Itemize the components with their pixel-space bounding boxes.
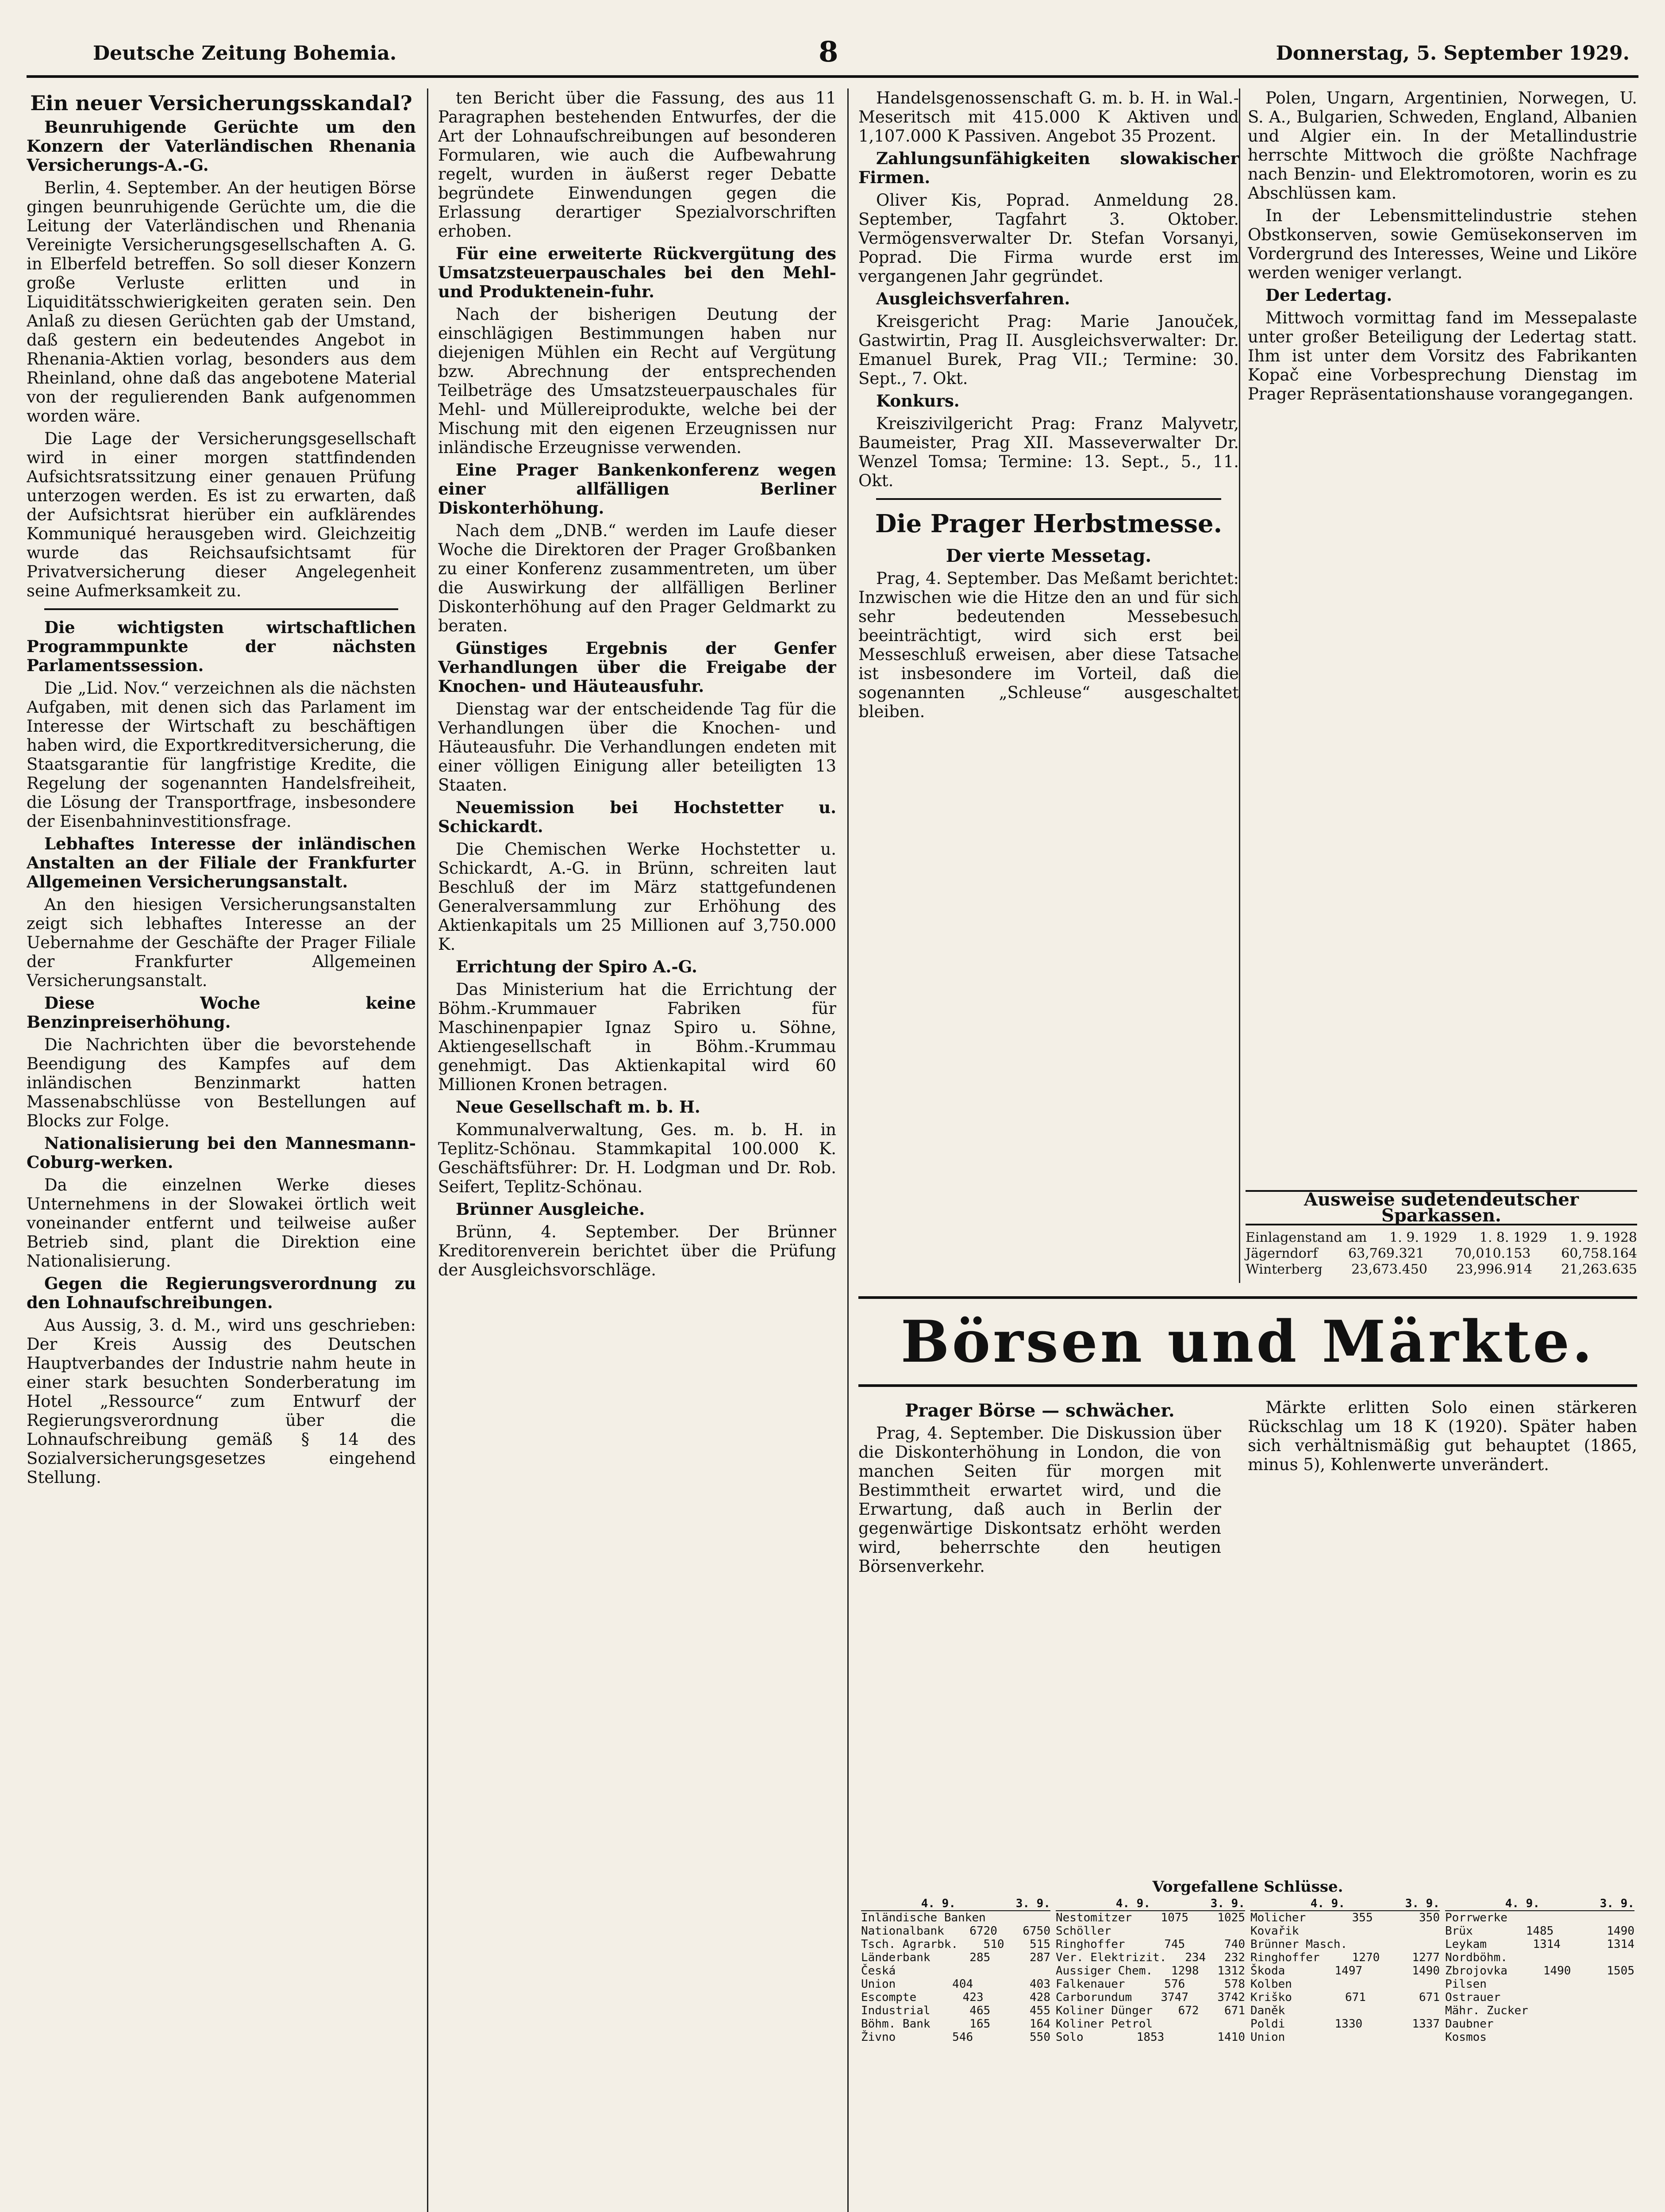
table-cell: 740	[1224, 1938, 1245, 1951]
table-cell: 576	[1164, 1978, 1185, 1991]
table-row	[1250, 2031, 1440, 2044]
table-row	[1246, 1246, 1637, 1262]
table-cell: Nationalbank	[861, 1924, 944, 1938]
cell: 21,263.635	[1561, 1262, 1637, 1277]
table-cell: 350	[1419, 1911, 1440, 1924]
boersen-column-b	[1248, 1398, 1637, 1867]
table-row	[1056, 1951, 1245, 1964]
table-row	[861, 2031, 1050, 2044]
column-4	[1248, 88, 1637, 1186]
table-cell: 1075	[1161, 1911, 1189, 1924]
section-heading: Ausgleichsverfahren.	[876, 289, 1070, 308]
table-column	[1442, 1897, 1637, 2044]
table-cell: Union	[861, 1978, 896, 1991]
section-heading: Diese Woche keine Benzinpreiserhöhung.	[27, 993, 416, 1032]
table-cell: 404	[952, 1978, 973, 1991]
table-cell: Kosmos	[1445, 2031, 1487, 2044]
table-cell: 672	[1178, 2004, 1199, 2017]
table-row	[1250, 2004, 1440, 2017]
article-paragraph: Aus Aussig, 3. d. M., wird uns geschrieben: Der Kreis Aussig des Deutschen Hauptverbandes der Industrie nahm heute in einer stark besuchten Sonderberatung im Hotel „Ressource“ zum Entwurf der Regierungsverordnung über die Lohnaufschreibung gemäß § 14 des Sozialversicherungsgesetzes eingehend Stellung.	[27, 1316, 416, 1487]
table-cell: 1853	[1136, 2031, 1165, 2044]
table-cell: Nordböhm.	[1445, 1951, 1507, 1964]
table-row	[1250, 1938, 1440, 1951]
page-number: 8	[819, 35, 838, 69]
table-row	[1445, 1964, 1634, 1978]
table-row	[861, 2004, 1050, 2017]
article-paragraph: Die Nachrichten über die bevorstehende Beendigung des Kampfes auf dem inländischen Benzinmarkt hatten Massenabschlüsse von Bestellungen auf Blocks zur Folge.	[27, 1035, 416, 1130]
table-row	[1250, 1924, 1440, 1938]
table-row	[1445, 2004, 1634, 2017]
article-paragraph: Das Ministerium hat die Errichtung der Böhm.-Krummauer Fabriken für Maschinenpapier Ignaz Spiro u. Söhne, Aktiengesellschaft in Böhm.-Krummau genehmigt. Das Aktienkapital wird 60 Millionen Kronen betragen.	[438, 980, 836, 1094]
boersen-subtitle: Prager Börse — schwächer.	[905, 1400, 1175, 1421]
table-cell: 287	[1030, 1951, 1050, 1964]
table-row	[861, 1938, 1050, 1951]
table-cell: Schöller	[1056, 1924, 1111, 1938]
cell: Jägerndorf	[1246, 1246, 1318, 1261]
table-cell: 745	[1164, 1938, 1185, 1951]
table-row	[1250, 1978, 1440, 1991]
table-row	[1056, 1924, 1245, 1938]
section-heading: Neue Gesellschaft m. b. H.	[456, 1097, 700, 1117]
table-cell: 465	[969, 2004, 991, 2017]
table-cell: 285	[969, 1951, 991, 1964]
table-cell: Solo	[1056, 2031, 1084, 2044]
table-cell: Koliner Dünger	[1056, 2004, 1153, 2017]
article-paragraph: In der Lebensmittelindustrie stehen Obstkonserven, sowie Gemüsekonserven im Vordergrund des Interesses, Weine und Liköre werden weniger verlangt.	[1248, 206, 1637, 282]
article-title-versicherung: Ein neuer Versicherungsskandal?	[30, 91, 412, 115]
table-cell: 1497	[1334, 1964, 1363, 1978]
column-1	[27, 88, 416, 2212]
table-cell: 515	[1030, 1938, 1050, 1951]
cell: Winterberg	[1246, 1262, 1323, 1277]
header-cell: 4. 9.	[1310, 1897, 1345, 1910]
cell: 63,769.321	[1348, 1246, 1424, 1261]
column-2	[438, 88, 836, 2212]
section-heading: Gegen die Regierungsverordnung zu den Lohnaufschreibungen.	[27, 1274, 416, 1312]
header-cell: 1. 9. 1929	[1389, 1230, 1457, 1245]
table-cell: 1505	[1607, 1964, 1634, 1978]
table-row	[1056, 1911, 1245, 1924]
table-cell: Kriško	[1250, 1991, 1292, 2004]
table-row	[1445, 1911, 1634, 1924]
cell: 70,010.153	[1454, 1246, 1531, 1261]
divider	[44, 608, 398, 610]
table-cell: Porrwerke	[1445, 1911, 1507, 1924]
table-cell: 3742	[1217, 1991, 1245, 2004]
table-row	[1056, 1991, 1245, 2004]
section-heading: Zahlungsunfähigkeiten slowakischer Firmen.	[858, 149, 1239, 187]
table-cell: 165	[969, 2017, 991, 2031]
table-row	[1056, 2017, 1245, 2031]
table-cell: Brünner Masch.	[1250, 1938, 1348, 1951]
table-column	[858, 1897, 1053, 2044]
table-cell: Carborundum	[1056, 1991, 1132, 2004]
header-cell: 4. 9.	[1505, 1897, 1540, 1910]
header-cell: 1. 8. 1929	[1479, 1230, 1547, 1245]
table-cell: 423	[962, 1991, 984, 2004]
table-cell: 1330	[1334, 2017, 1363, 2031]
table-row	[1250, 2017, 1440, 2031]
table-cell: Koliner Petrol	[1056, 2017, 1153, 2031]
table-cell: 1410	[1217, 2031, 1245, 2044]
table-cell: Escompte	[861, 1991, 917, 2004]
header-cell: 3. 9.	[1210, 1897, 1245, 1910]
table-cell: 1270	[1352, 1951, 1380, 1964]
article-paragraph: Kreisgericht Prag: Marie Janouček, Gastwirtin, Prag II. Ausgleichsverwalter: Dr. Emanuel Burek, Prag VII.; Termine: 30. Sept., 7. Okt.	[858, 312, 1239, 388]
column-3	[858, 88, 1239, 1283]
column-divider	[847, 88, 849, 2212]
section-heading: Neuemission bei Hochstetter u. Schickardt.	[438, 798, 836, 836]
issue-date: Donnerstag, 5. September 1929.	[1276, 42, 1630, 65]
column-divider	[427, 88, 428, 2212]
table-cell: 1490	[1543, 1964, 1571, 1978]
table-cell: Kovařik	[1250, 1924, 1299, 1938]
table-cell: Daubner	[1445, 2017, 1494, 2031]
header-cell: 1. 9. 1928	[1569, 1230, 1637, 1245]
article-paragraph: Märkte erlitten Solo einen stärkeren Rückschlag um 18 K (1920). Später haben sich verhältnismäßig gut behauptet (1865, minus 5), Kohlenwerte unverändert.	[1248, 1398, 1637, 1474]
section-heading: Brünner Ausgleiche.	[456, 1199, 645, 1219]
table-cell: 3747	[1161, 1991, 1189, 2004]
masthead: Deutsche Zeitung Bohemia.	[93, 42, 397, 65]
article-subtitle: Beunruhigende Gerüchte um den Konzern der Vaterländischen Rhenania Versicherungs-A.-G.	[27, 117, 416, 175]
section-heading: Konkurs.	[876, 391, 960, 411]
header-cell: 3. 9.	[1405, 1897, 1440, 1910]
table-cell: Industrial	[861, 2004, 931, 2017]
header-cell: 4. 9.	[1115, 1897, 1150, 1910]
table-cell: 1337	[1412, 2017, 1440, 2031]
table-row	[1056, 2031, 1245, 2044]
article-paragraph: Oliver Kis, Poprad. Anmeldung 28. September, Tagfahrt 3. Oktober. Vermögensverwalter Dr. Stefan Vorsanyi, Poprad. Die Firma wurde erst im vergangenen Jahr gegründet.	[858, 191, 1239, 286]
table-cell: 671	[1345, 1991, 1366, 2004]
table-column	[1053, 1897, 1248, 2044]
table-row	[1445, 1991, 1634, 2004]
article-paragraph: Da die einzelnen Werke dieses Unternehmens in der Slowakei örtlich weit voneinander entfernt und teilweise außer Betrieb sind, plant die Direktion eine Nationalisierung.	[27, 1175, 416, 1271]
section-heading: Lebhaftes Interesse der inländischen Anstalten an der Filiale der Frankfurter Allgemeinen Versicherungsanstalt.	[27, 834, 416, 891]
table-cell: 1490	[1607, 1924, 1634, 1938]
table-cell: 546	[952, 2031, 973, 2044]
table-cell: Mähr. Zucker	[1445, 2004, 1528, 2017]
messe-subtitle: Der vierte Messetag.	[946, 545, 1152, 566]
table-cell: Tsch. Agrarbk.	[861, 1938, 958, 1951]
messe-title: Die Prager Herbstmesse.	[875, 509, 1223, 538]
table-cell: Poldi	[1250, 2017, 1285, 2031]
cell: 23,996.914	[1456, 1262, 1532, 1277]
header-cell: Einlagenstand am	[1246, 1230, 1367, 1245]
page-header	[27, 18, 1638, 78]
header-cell: 3. 9.	[1015, 1897, 1050, 1910]
table-cell: 671	[1419, 1991, 1440, 2004]
table-cell: 550	[1030, 2031, 1050, 2044]
header-cell: 3. 9.	[1600, 1897, 1634, 1910]
table-header-row	[1250, 1897, 1440, 1911]
table-row	[1445, 2017, 1634, 2031]
table-cell: Pilsen	[1445, 1978, 1487, 1991]
table-header-row	[861, 1897, 1050, 1911]
table-cell: 1314	[1533, 1938, 1561, 1951]
article-paragraph: Die „Lid. Nov.“ verzeichnen als die nächsten Aufgaben, mit denen sich das Parlament im Interesse der Wirtschaft zu beschäftigen haben wird, die Exportkreditversicherung, die Staatsgarantie für langfristige Kredite, die Regelung der sogenannten Handelsfreiheit, die Lösung der Transportfrage, insbesondere der Eisenbahninvestitionsfrage.	[27, 679, 416, 831]
table-row	[1056, 1978, 1245, 1991]
section-heading: Günstiges Ergebnis der Genfer Verhandlungen über die Freigabe der Knochen- und Häuteausfuhr.	[438, 638, 836, 696]
table-cell: Länderbank	[861, 1951, 931, 1964]
table-row	[1250, 1951, 1440, 1964]
section-heading: Die wichtigsten wirtschaftlichen Programmpunkte der nächsten Parlamentssession.	[27, 618, 416, 675]
table-row	[861, 1964, 1050, 1978]
column-divider	[1239, 88, 1240, 1283]
table-cell: Ringhoffer	[1056, 1938, 1125, 1951]
table-cell: 578	[1224, 1978, 1245, 1991]
article-paragraph: Kreiszivilgericht Prag: Franz Malyvetr, Baumeister, Prag XII. Masseverwalter Dr. Wenzel Tomsa; Termine: 13. Sept., 5., 11. Okt.	[858, 414, 1239, 490]
table-cell: 1314	[1607, 1938, 1634, 1951]
table-cell: Falkenauer	[1056, 1978, 1125, 1991]
table-cell: 1490	[1412, 1964, 1440, 1978]
table-row	[1250, 1964, 1440, 1978]
table-cell: Zbrojovka	[1445, 1964, 1507, 1978]
article-paragraph: Die Chemischen Werke Hochstetter u. Schickardt, A.-G. in Brünn, schreiten laut Beschluß der im März stattgefundenen Generalversammlung zur Erhöhung des Aktienkapitals um 25 Millionen auf 3,750.000 K.	[438, 840, 836, 954]
table-cell: 232	[1224, 1951, 1245, 1964]
boersen-title: Börsen und Märkte.	[858, 1296, 1637, 1387]
table-cell: Inländische Banken	[861, 1911, 986, 1924]
section-heading: Der Ledertag.	[1265, 285, 1392, 305]
article-paragraph: Kommunalverwaltung, Ges. m. b. H. in Teplitz-Schönau. Stammkapital 100.000 K. Geschäftsführer: Dr. H. Lodgman und Dr. Rob. Seifert, Teplitz-Schönau.	[438, 1120, 836, 1196]
article-paragraph: Berlin, 4. September. An der heutigen Börse gingen beunruhigende Gerüchte um, die die Leitung der Vaterländischen und Rhenania Vereinigte Versicherungsgesellschaften A. G. in Elberfeld betreffen. So soll dieser Konzern große Verluste erlitten und in Liquiditätsschwierigkeiten geraten sein. Den Anlaß zu diesen Gerüchten gab der Umstand, daß gestern ein bedeutendes Angebot in Rhenania-Aktien vorlag, besonders aus dem Rheinland, ohne daß das angebotene Material von der regulierenden Bank aufgenommen worden wäre.	[27, 178, 416, 426]
table-cell: Škoda	[1250, 1964, 1285, 1978]
table-cell: Kolben	[1250, 1978, 1292, 1991]
table-row	[861, 2017, 1050, 2031]
article-paragraph: Prag, 4. September. Das Meßamt berichtet: Inzwischen wie die Hitze den an und für sich sehr bedeutenden Messebesuch beeinträchtigt, wird sich erst bei Messeschluß erweisen, aber diese Tatsache ist insbesondere im Vorteil, daß die sogenannten „Schleuse“ ausgeschaltet bleiben.	[858, 569, 1239, 721]
article-paragraph: Dienstag war der entscheidende Tag für die Verhandlungen über die Knochen- und Häuteausfuhr. Die Verhandlungen endeten mit einer völligen Einigung aller beteiligten 13 Staaten.	[438, 699, 836, 795]
section-heading: Eine Prager Bankenkonferenz wegen einer allfälligen Berliner Diskonterhöhung.	[438, 460, 836, 518]
table-cell: Ringhoffer	[1250, 1951, 1320, 1964]
table-row	[1445, 1938, 1634, 1951]
table-cell: 1485	[1526, 1924, 1554, 1938]
table-cell: 510	[983, 1938, 1004, 1951]
table-cell: Daněk	[1250, 2004, 1285, 2017]
cell: 23,673.450	[1351, 1262, 1427, 1277]
table-cell: Union	[1250, 2031, 1285, 2044]
table-row	[1445, 1924, 1634, 1938]
table-cell: Nestomitzer	[1056, 1911, 1132, 1924]
table-cell: Ver. Elektrizit.	[1056, 1951, 1167, 1964]
table-cell: Živno	[861, 2031, 896, 2044]
table-cell: 355	[1352, 1911, 1373, 1924]
table-cell: 455	[1030, 2004, 1050, 2017]
schluesse-table	[858, 1880, 1637, 2044]
table-column	[1248, 1897, 1442, 2044]
article-paragraph: Die Lage der Versicherungsgesellschaft wird in einer morgen stattfindenden Aufsichtsratssitzung einer genauen Prüfung unterzogen werden. Es ist zu erwarten, daß der Aufsichtsrat hierüber ein aufklärendes Kommuniqué herausgeben wird. Gleichzeitig wurde das Reichsaufsichtsamt für Privatversicherung dieser Angelegenheit seine Aufmerksamkeit zu.	[27, 429, 416, 600]
table-cell: 164	[1030, 2017, 1050, 2031]
table-row	[1056, 1938, 1245, 1951]
section-heading: Nationalisierung bei den Mannesmann-Coburg-werken.	[27, 1133, 416, 1172]
header-cell: 4. 9.	[921, 1897, 956, 1910]
table-cell: 234	[1185, 1951, 1206, 1964]
newspaper-page	[27, 18, 1638, 2212]
table-cell: 6750	[1023, 1924, 1050, 1938]
table-row	[1246, 1262, 1637, 1278]
table-row	[1445, 1951, 1634, 1964]
article-paragraph: Brünn, 4. September. Der Brünner Kreditorenverein berichtet über die Prüfung der Ausgleichsvorschläge.	[438, 1222, 836, 1279]
sparkassen-header	[1246, 1230, 1637, 1246]
sparkassen-table	[1246, 1190, 1637, 1278]
table-row	[1445, 2031, 1634, 2044]
table-cell: Böhm. Bank	[861, 2017, 931, 2031]
table-header-row	[1056, 1897, 1245, 1911]
table-row	[1445, 1978, 1634, 1991]
article-paragraph: Polen, Ungarn, Argentinien, Norwegen, U. S. A., Bulgarien, Schweden, England, Albanien und Algier ein. In der Metallindustrie herrschte Mittwoch die größte Nachfrage nach Benzin- und Elektromotoren, worin es zu Abschlüssen kam.	[1248, 88, 1637, 203]
section-heading: Für eine erweiterte Rückvergütung des Umsatzsteuerpauschales bei den Mehl- und Produktenein-fuhr.	[438, 244, 836, 301]
table-cell: 6720	[969, 1924, 997, 1938]
table-row	[1250, 1991, 1440, 2004]
table-cell: Molicher	[1250, 1911, 1306, 1924]
table-row	[861, 1978, 1050, 1991]
article-paragraph: Nach der bisherigen Deutung der einschlägigen Bestimmungen haben nur diejenigen Mühlen ein Recht auf Vergütung bzw. Abrechnung der entsprechenden Teilbeträge des Umsatzsteuerpauschales für Mehl- und Müllereiprodukte, welche bei der Mischung mit den eigenen Erzeugnissen nur inländische Erzeugnisse verwenden.	[438, 305, 836, 457]
sparkassen-title: Ausweise sudetendeutscher Sparkassen.	[1246, 1190, 1637, 1225]
divider	[876, 498, 1221, 500]
article-paragraph: Prag, 4. September. Die Diskussion über die Diskonterhöhung in London, die von manchen Seiten für morgen mit Bestimmtheit erwartet wird, und die Erwartung, daß auch in Berlin der gegenwärtige Diskontsatz erhöht werden wird, beherrschte den heutigen Börsenverkehr.	[858, 1424, 1221, 1576]
table-cell: Aussiger Chem.	[1056, 1964, 1153, 1978]
section-heading: Errichtung der Spiro A.-G.	[456, 957, 697, 976]
boersen-column-a	[858, 1398, 1221, 1867]
article-paragraph: Nach dem „DNB.“ werden im Laufe dieser Woche die Direktoren der Prager Großbanken zu einer Konferenz zusammentreten, um über die Auswirkung der allfälligen Berliner Diskonterhöhung auf den Prager Geldmarkt zu beraten.	[438, 521, 836, 635]
table-cell: Ostrauer	[1445, 1991, 1501, 2004]
table-title: Vorgefallene Schlüsse.	[1152, 1878, 1343, 1896]
table-cell: Leykam	[1445, 1938, 1487, 1951]
article-paragraph: ten Bericht über die Fassung, des aus 11 Paragraphen bestehenden Entwurfes, der die Art der Lohnaufschreibungen auf besonderen Formularen, wie auch die Aufbewahrung regelt, wurden in äußerst reger Debatte begründete Einwendungen gegen die Erlassung derartiger Spezialvorschriften erhoben.	[438, 88, 836, 241]
table-cell: Brüx	[1445, 1924, 1473, 1938]
article-paragraph: Handelsgenossenschaft G. m. b. H. in Wal.-Meseritsch mit 415.000 K Aktiven und 1,107.000 K Passiven. Angebot 35 Prozent.	[858, 88, 1239, 146]
table-row	[1056, 1964, 1245, 1978]
table-row	[861, 1951, 1050, 1964]
table-row	[861, 1911, 1050, 1924]
table-header-row	[1445, 1897, 1634, 1911]
table-cell: 671	[1224, 2004, 1245, 2017]
cell: 60,758.164	[1561, 1246, 1637, 1261]
table-cell: 1298	[1171, 1964, 1199, 1978]
table-body	[858, 1897, 1637, 2044]
table-cell: 428	[1030, 1991, 1050, 2004]
table-cell: 403	[1030, 1978, 1050, 1991]
table-cell: Česká	[861, 1964, 896, 1978]
article-paragraph: An den hiesigen Versicherungsanstalten zeigt sich lebhaftes Interesse an der Uebernahme der Geschäfte der Prager Filiale der Frankfurter Allgemeinen Versicherungsanstalt.	[27, 895, 416, 990]
table-row	[861, 1924, 1050, 1938]
article-paragraph: Mittwoch vormittag fand im Messepalaste unter großer Beteiligung der Ledertag statt. Ihm ist unter dem Vorsitz des Fabrikanten Kopač eine Vorbesprechung Dienstag im Prager Repräsentationshause vorangegangen.	[1248, 308, 1637, 403]
table-row	[1250, 1911, 1440, 1924]
table-row	[861, 1991, 1050, 2004]
table-cell: 1025	[1217, 1911, 1245, 1924]
table-cell: 1312	[1217, 1964, 1245, 1978]
table-row	[1056, 2004, 1245, 2017]
table-cell: 1277	[1412, 1951, 1440, 1964]
